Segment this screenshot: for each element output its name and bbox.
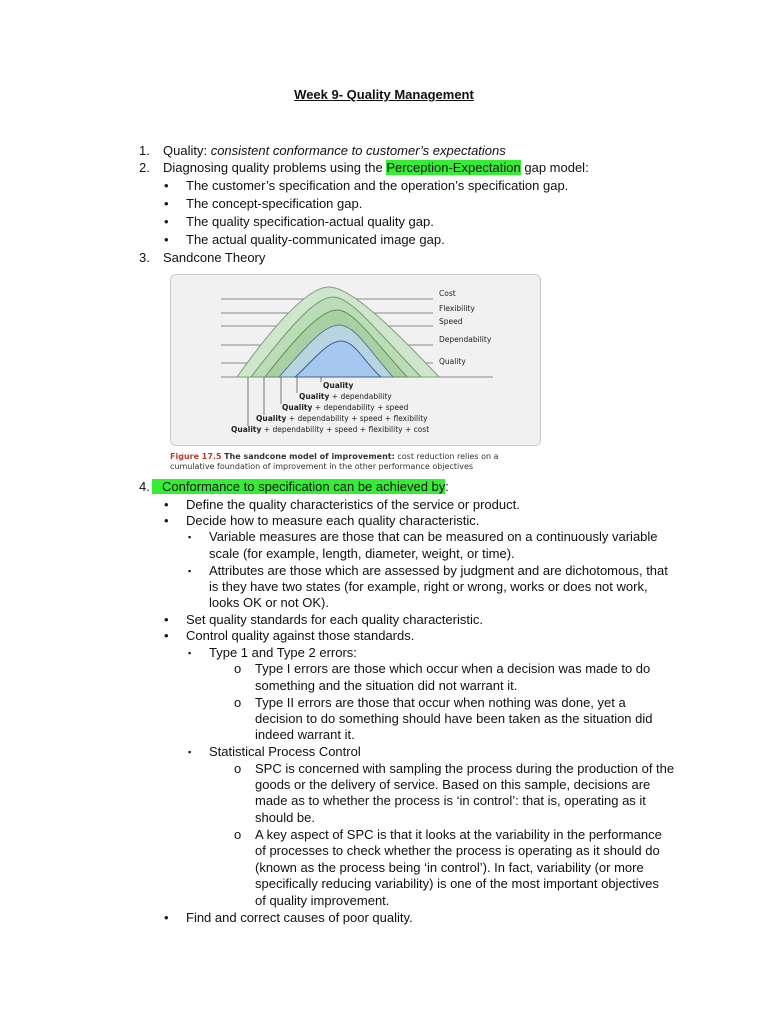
item-label: Quality: (163, 143, 208, 158)
item-number: 2. (139, 160, 150, 175)
detail-text: of quality improvement. (255, 893, 390, 908)
item-text: : (445, 479, 449, 494)
highlighted-term: Perception-Expectation (386, 160, 521, 175)
gap-item: The quality specification-actual quality gap. (186, 214, 434, 229)
detail-text: decision to do something should have been taken as the situation did (255, 711, 653, 726)
sub-item-text: looks OK or not OK). (209, 595, 329, 610)
bullet: • (164, 214, 169, 229)
sub-item-text: Type 1 and Type 2 errors: (209, 645, 357, 660)
square-bullet: ▪ (188, 747, 192, 757)
item-text: Diagnosing quality problems using the (163, 160, 383, 175)
layer-label: Quality (439, 357, 466, 366)
sub-item-text: scale (for example, length, diameter, weight, or time). (209, 546, 515, 561)
page-title: Week 9- Quality Management (294, 87, 474, 102)
sub-item-text: Statistical Process Control (209, 744, 361, 759)
stack-label: Quality + dependability + speed (282, 403, 409, 412)
square-bullet: ▪ (188, 648, 192, 658)
bullet: • (164, 910, 169, 925)
step-text: Define the quality characteristics of the service or product. (186, 497, 520, 512)
figure-caption-text: cost reduction relies on a cumulative foundation of improvement in the other performance objectives (170, 452, 499, 471)
step-text: Set quality standards for each quality characteristic. (186, 612, 483, 627)
detail-text: should be. (255, 810, 315, 825)
figure-title: The sandcone model of improvement: (224, 452, 395, 461)
stack-label: Quality + dependability + speed + flexibility (256, 414, 428, 423)
detail-text: (known as the process being ‘in control’). In fact, variability (or more (255, 860, 644, 875)
step-text: Decide how to measure each quality characteristic. (186, 513, 480, 528)
sub-item-text: Attributes are those which are assessed by judgment and are dichotomous, that (209, 563, 668, 578)
bullet: • (164, 628, 169, 643)
sub-item-text: is they have two states (for example, right or wrong, works or does not work, (209, 579, 648, 594)
highlighted-heading: Conformance to specification can be achieved by (152, 479, 445, 494)
detail-text: indeed warrant it. (255, 727, 355, 742)
item-number: 3. (139, 250, 150, 265)
item-text: gap model: (524, 160, 589, 175)
step-text: Control quality against those standards. (186, 628, 415, 643)
item-number: 1. (139, 143, 150, 158)
stack-label: Quality + dependability + speed + flexibility + cost (231, 425, 430, 434)
item-text: Sandcone Theory (163, 250, 266, 265)
quality-definition: consistent conformance to customer’s expectations (210, 143, 506, 158)
detail-text: Type I errors are those which occur when a decision was made to do (255, 661, 651, 676)
layer-label: Cost (439, 289, 456, 298)
layer-label: Dependability (439, 335, 492, 344)
detail-text: something and the situation did not warrant it. (255, 678, 518, 693)
detail-text: specifically reducing variability) is one of the most important objectives (255, 876, 659, 891)
sub-item-text: Variable measures are those that can be measured on a continuously variable (209, 529, 658, 544)
bullet: • (164, 232, 169, 247)
bullet: • (164, 513, 169, 528)
detail-text: A key aspect of SPC is that it looks at the variability in the performance (255, 827, 662, 842)
detail-text: SPC is concerned with sampling the process during the production of the (255, 761, 675, 776)
gap-item: The concept-specification gap. (186, 196, 363, 211)
figure-caption (170, 452, 530, 472)
figure-label: Figure 17.5 (170, 452, 222, 461)
step-text: Find and correct causes of poor quality. (186, 910, 413, 925)
sandcone-figure (170, 274, 541, 446)
layer-label: Flexibility (439, 304, 475, 313)
detail-text: Type II errors are those that occur when nothing was done, yet a (255, 695, 626, 710)
item-number: 4. (139, 479, 150, 494)
gap-item: The customer’s specification and the operation’s specification gap. (186, 178, 569, 193)
detail-text: goods or the delivery of service. Based on this sample, decisions are (255, 777, 651, 792)
circle-bullet: o (234, 695, 242, 710)
bullet: • (164, 612, 169, 627)
stack-label: Quality (323, 381, 354, 390)
detail-text: of processes to check whether the process is operating as it should do (255, 843, 660, 858)
sandcone-diagram (171, 275, 540, 445)
circle-bullet: o (234, 827, 242, 842)
bullet: • (164, 196, 169, 211)
bullet: • (164, 497, 169, 512)
detail-text: made as to whether the process is ‘in control’: that is, operating as it (255, 793, 646, 808)
bullet: • (164, 178, 169, 193)
gap-item: The actual quality-communicated image gap. (186, 232, 445, 247)
layer-label: Speed (439, 317, 463, 326)
circle-bullet: o (234, 661, 242, 676)
stack-label: Quality + dependability (299, 392, 392, 401)
square-bullet: ▪ (188, 566, 192, 576)
circle-bullet: o (234, 761, 242, 776)
square-bullet: ▪ (188, 532, 192, 542)
